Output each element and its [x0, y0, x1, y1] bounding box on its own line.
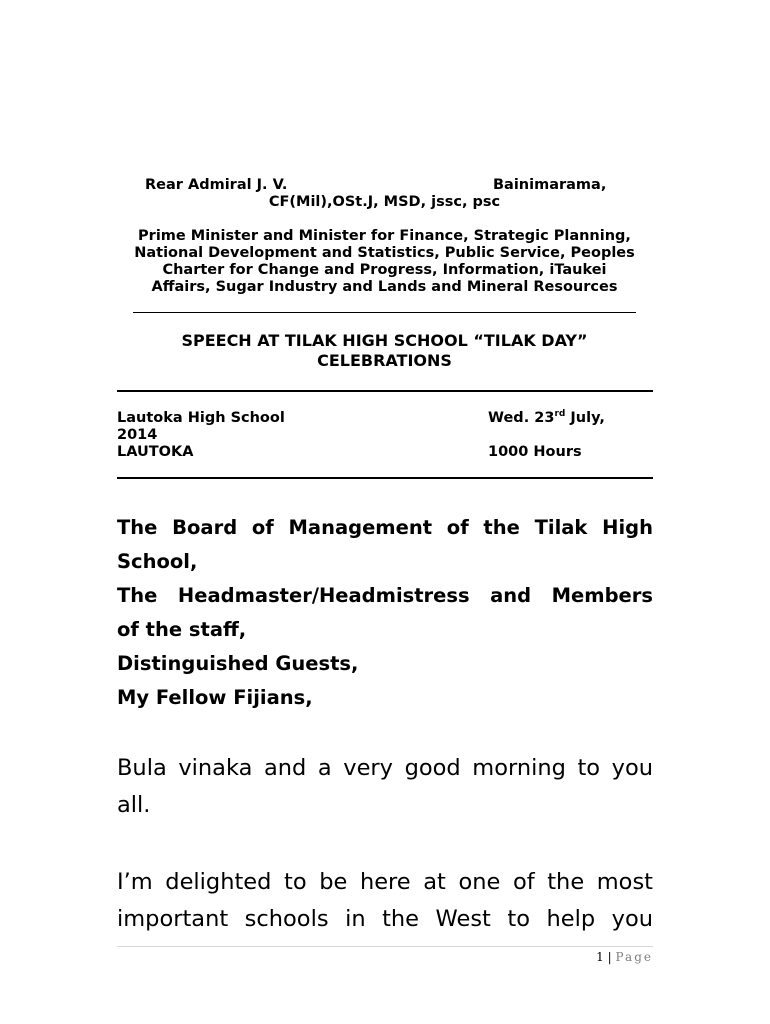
paragraph-line: important schools in the West to help you [117, 906, 653, 932]
year: 2014 [117, 427, 158, 443]
paragraph-line: all. [117, 792, 151, 818]
author-title-line: Affairs, Sugar Industry and Lands and Mineral Resources [151, 279, 618, 295]
paragraph-opening [117, 864, 653, 938]
salutation-line: School, [117, 550, 198, 573]
date-day: Wed. 23 [488, 410, 555, 426]
page-footer [596, 950, 653, 964]
salutation-line: My Fellow Fijians, [117, 686, 313, 709]
date-ordinal: rd [554, 409, 566, 420]
author-name-right: Bainimarama, [493, 177, 607, 193]
city: LAUTOKA [117, 444, 194, 460]
salutation-line: The Board of Management of the Tilak High [117, 516, 653, 539]
salutation-line: Distinguished Guests, [117, 652, 359, 675]
paragraph-line: I’m delighted to be here at one of the most [117, 869, 653, 895]
author-title-line: National Development and Statistics, Public Service, Peoples [134, 245, 635, 261]
date-month: July, [565, 410, 605, 426]
speech-title [117, 331, 652, 371]
header-divider [133, 312, 636, 313]
footer-divider [117, 946, 653, 947]
speech-title-line: SPEECH AT TILAK HIGH SCHOOL “TILAK DAY” [181, 331, 588, 350]
salutation-line: The Headmaster/Headmistress and Members [117, 584, 653, 607]
date [488, 410, 605, 427]
meta-top-rule [117, 390, 653, 392]
salutation [117, 511, 653, 715]
author-titles [117, 228, 652, 296]
page-separator: | [607, 950, 612, 964]
page-word: Page [615, 950, 653, 964]
time: 1000 Hours [488, 444, 582, 460]
author-honours: CF(Mil),OSt.J, MSD, jssc, psc [268, 194, 501, 210]
paragraph-greeting [117, 750, 653, 824]
meta-bottom-rule [117, 477, 653, 479]
venue: Lautoka High School [117, 410, 285, 426]
speech-title-line: CELEBRATIONS [317, 351, 452, 370]
author-title-line: Prime Minister and Minister for Finance, Strategic Planning, [138, 228, 631, 244]
author-name-left: Rear Admiral J. V. [145, 177, 288, 193]
page-number: 1 [596, 950, 604, 964]
paragraph-line: Bula vinaka and a very good morning to you [117, 755, 653, 781]
salutation-line: of the staff, [117, 618, 247, 641]
author-title-line: Charter for Change and Progress, Information, iTaukei [162, 262, 607, 278]
